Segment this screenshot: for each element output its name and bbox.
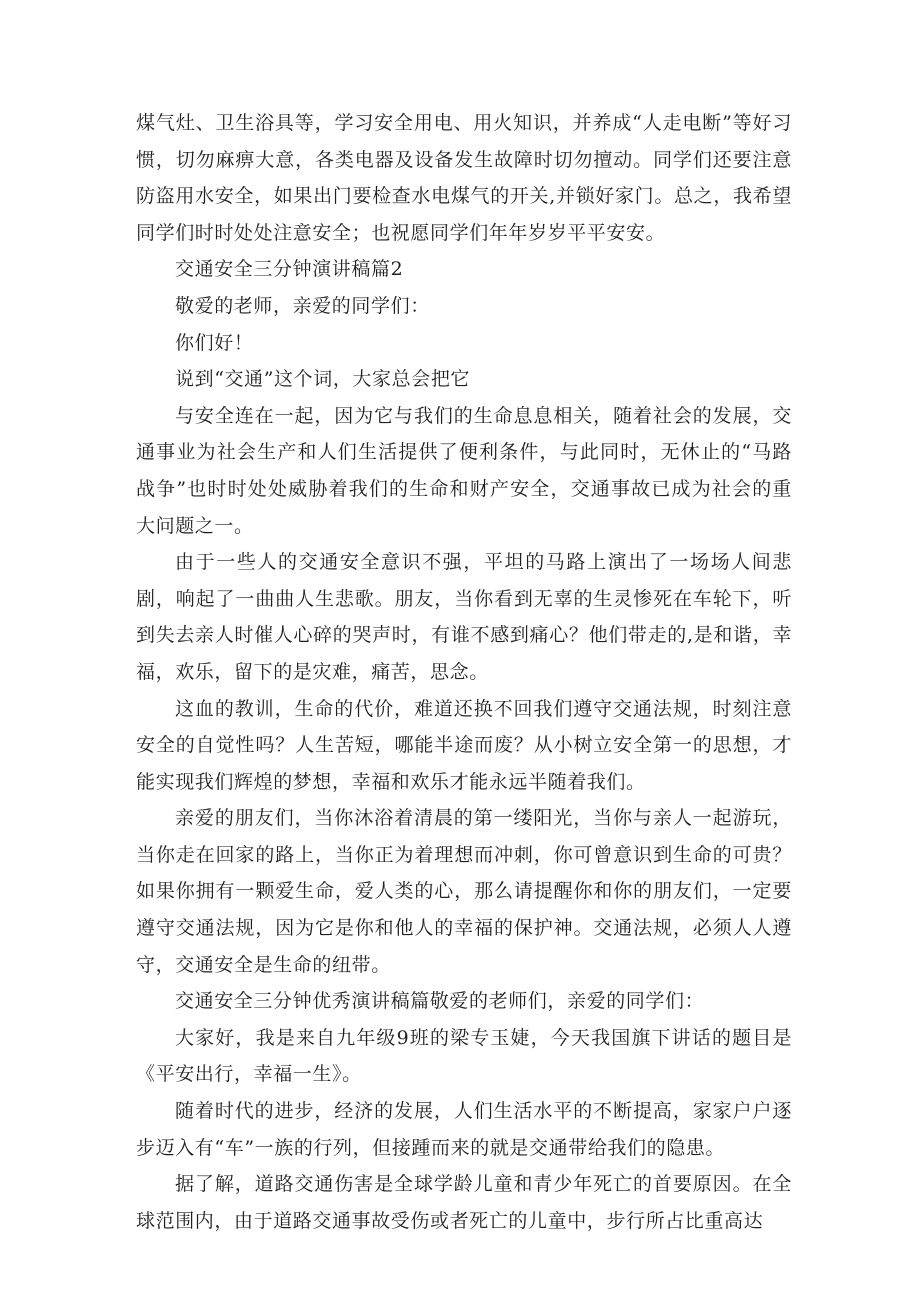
paragraph-1: 煤气灶、卫生浴具等，学习安全用电、用火知识，并养成“人走电断”等好习惯，切勿麻痹大意，各类电器及设备发生故障时切勿擅动。同学们还要注意防盗用水安全，如果出门要检查水电煤气的开关,并锁好家门。总之，我希望同学们时时处处注意安全；也祝愿同学们年年岁岁平平安安。 bbox=[136, 112, 792, 244]
paragraph-intro: 说到“交通”这个词，大家总会把它 bbox=[175, 368, 471, 391]
paragraph-lesson: 这血的教训，生命的代价，难道还换不回我们遵守交通法规，时刻注意安全的自觉性吗？人生苦短，哪能半途而废？从小树立安全第一的思想，才能实现我们辉煌的梦想，幸福和欢乐才能永远半随着我们。 bbox=[136, 697, 792, 793]
paragraph-speaker: 大家好，我是来自九年级9班的梁专玉婕，今天我国旗下讲话的题目是《平安出行，幸福一生》。 bbox=[136, 1026, 792, 1086]
section-heading-3: 交通安全三分钟优秀演讲稿篇敬爱的老师们，亲爱的同学们： bbox=[175, 990, 705, 1013]
paragraph-safety: 与安全连在一起，因为它与我们的生命息息相关，随着社会的发展，交通事业为社会生产和人们生活提供了便利条件，与此同时，无休止的“马路战争”也时时处处威胁着我们的生命和财产安全，交通事故已成为社会的重大问题之一。 bbox=[136, 404, 792, 537]
paragraph-tragedy: 由于一些人的交通安全意识不强，平坦的马路上演出了一场场人间悲剧，响起了一曲曲人生悲歌。朋友，当你看到无辜的生灵惨死在车轮下，听到失去亲人时催人心碎的哭声时，有谁不感到痛心？他们带走的,是和谐，幸福，欢乐，留下的是灾难，痛苦，思念。 bbox=[136, 551, 792, 683]
paragraph-statistics: 据了解，道路交通伤害是全球学龄儿童和青少年死亡的首要原因。在全球范围内，由于道路交通事故受伤或者死亡的儿童中，步行所占比重高达 bbox=[136, 1173, 792, 1232]
paragraph-friends: 亲爱的朋友们，当你沐浴着清晨的第一缕阳光，当你与亲人一起游玩，当你走在回家的路上，当你正为着理想而冲刺，你可曾意识到生命的可贵？如果你拥有一颗爱生命，爱人类的心，那么请提醒你和你的朋友们，一定要遵守交通法规，因为它是你和他人的幸福的保护神。交通法规，必须人人遵守，交通安全是生命的纽带。 bbox=[136, 807, 792, 976]
salutation: 敬爱的老师，亲爱的同学们： bbox=[175, 294, 430, 317]
document-page bbox=[136, 105, 792, 1239]
paragraph-progress: 随着时代的进步，经济的发展，人们生活水平的不断提高，家家户户逐步迈入有“车”一族的行列，但接踵而来的就是交通带给我们的隐患。 bbox=[136, 1100, 792, 1159]
section-heading-2: 交通安全三分钟演讲稿篇2 bbox=[175, 258, 404, 281]
greeting: 你们好！ bbox=[175, 331, 254, 354]
